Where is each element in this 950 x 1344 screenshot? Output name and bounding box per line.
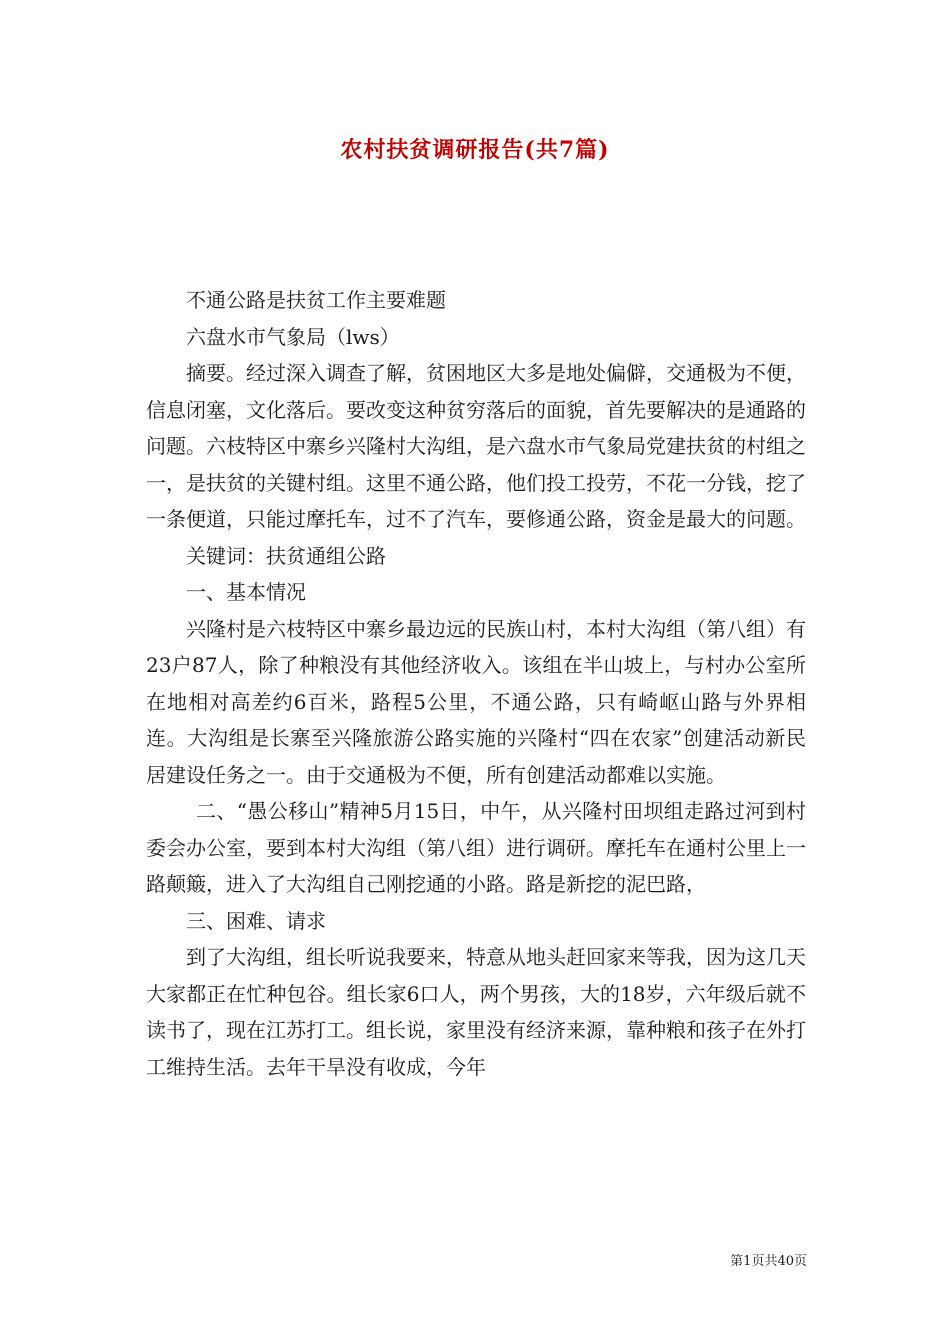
document-title: 农村扶贫调研报告(共7篇)	[340, 137, 610, 163]
document-body	[146, 282, 806, 1085]
keywords-paragraph: 关键词：扶贫通组公路	[186, 543, 386, 568]
section-3-paragraph: 到了大沟组，组长听说我要来，特意从地头赶回家来等我，因为这几天大家都正在忙种包谷。组长家6口人，两个男孩，大的18岁，六年级后就不读书了，现在江苏打工。组长说，家里没有经济来源，靠种粮和孩子在外打工维持生活。去年干旱没有收成，今年	[146, 945, 806, 1079]
section-heading-1: 一、基本情况	[186, 580, 306, 604]
abstract-paragraph: 摘要。经过深入调查了解，贫困地区大多是地处偏僻，交通极为不便，信息闭塞，文化落后。要改变这种贫穷落后的面貌，首先要解决的是通路的问题。六枝特区中寨乡兴隆村大沟组，是六盘水市气象局党建扶贫的村组之一，是扶贫的关键村组。这里不通公路，他们投工投劳，不花一分钱，挖了一条便道，只能过摩托车，过不了汽车，要修通公路，资金是最大的问题。	[146, 361, 806, 531]
section-2-paragraph: 二、“愚公移山”精神5月15日，中午，从兴隆村田坝组走路过河到村委会办公室，要到本村大沟组（第八组）进行调研。摩托车在通村公里上一路颠簸，进入了大沟组自己刚挖通的小路。路是新挖的泥巴路，	[146, 799, 806, 896]
section-1-paragraph: 兴隆村是六枝特区中寨乡最边远的民族山村，本村大沟组（第八组）有23户87人，除了种粮没有其他经济收入。该组在半山坡上，与村办公室所在地相对高差约6百米，路程5公里，不通公路，只有崎岖山路与外界相连。大沟组是长寨至兴隆旅游公路实施的兴隆村“四在农家”创建活动新民居建设任务之一。由于交通极为不便，所有创建活动都难以实施。	[146, 616, 806, 787]
page-number: 第1页共40页	[730, 1254, 807, 1269]
subtitle-paragraph: 不通公路是扶贫工作主要难题	[186, 288, 446, 312]
section-heading-3: 三、困难、请求	[186, 908, 326, 933]
author-paragraph: 六盘水市气象局（lws）	[186, 324, 400, 349]
